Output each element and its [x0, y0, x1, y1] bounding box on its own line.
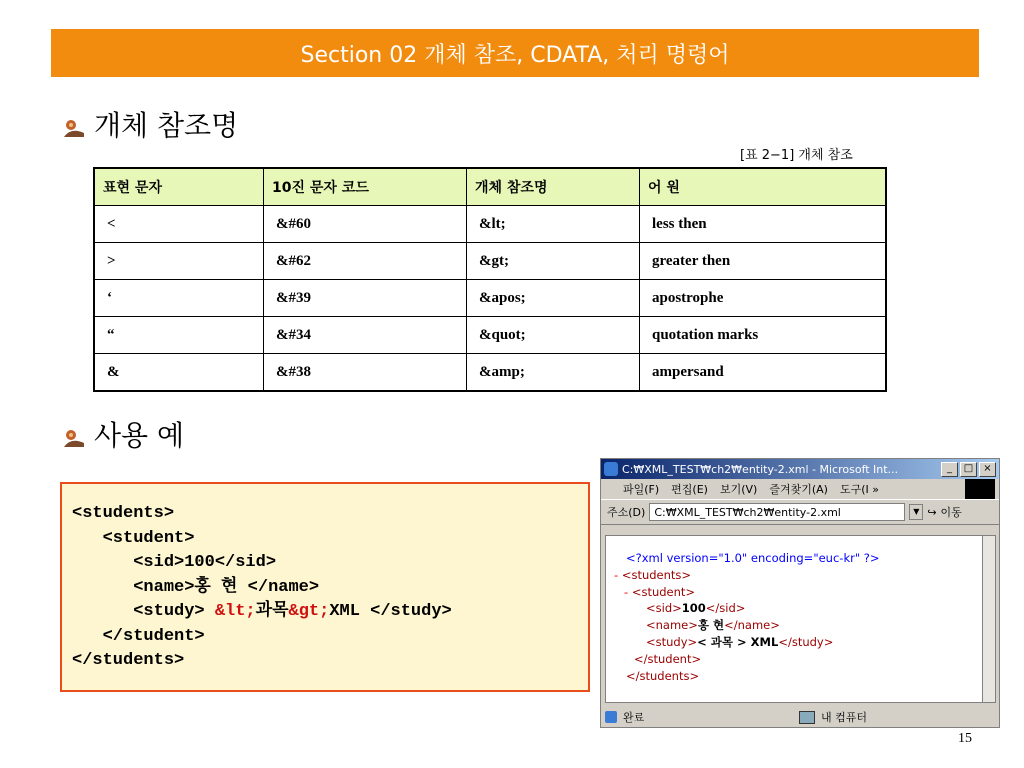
xml-view [605, 535, 985, 703]
cell: &#34 [264, 317, 467, 354]
go-button[interactable]: 이동 [940, 506, 962, 519]
cell: ampersand [640, 354, 887, 392]
browser-window [600, 458, 1000, 728]
code-fragment: 과목 [255, 602, 289, 621]
minimize-button[interactable]: _ [941, 462, 958, 477]
menu-favorites[interactable]: 즐겨찾기(A) [769, 483, 828, 496]
xml-tag: </students> [626, 668, 700, 683]
zone-text: 내 컴퓨터 [821, 711, 868, 724]
table-row [94, 354, 886, 392]
cell: < [94, 206, 264, 243]
browser-title: C:₩XML_TEST₩ch2₩entity-2.xml - Microsoft Int... [622, 462, 899, 476]
xml-tag: </name> [724, 618, 780, 633]
go-arrow-icon[interactable]: ↪ [927, 505, 937, 519]
browser-title-bar [601, 459, 999, 479]
xml-line [646, 634, 984, 651]
xml-tag: </study> [778, 634, 834, 649]
code-fragment: <study> [72, 602, 215, 621]
section-heading-entity-refs [62, 104, 238, 144]
cell: less then [640, 206, 887, 243]
xml-tag: <study> [646, 634, 698, 649]
maximize-button[interactable]: □ [960, 462, 977, 477]
windows-logo-icon [965, 479, 995, 499]
xml-line [626, 668, 984, 685]
status-bar [601, 707, 999, 727]
cell: greater then [640, 243, 887, 280]
entity-table [93, 167, 887, 392]
cell: &lt; [467, 206, 640, 243]
xml-tag: </student> [634, 651, 702, 666]
collapse-toggle[interactable]: - [624, 584, 629, 599]
computer-icon [799, 711, 815, 724]
menu-tools[interactable]: 도구(I » [839, 483, 879, 496]
code-line: <student> [72, 528, 195, 548]
xml-line [634, 651, 984, 668]
status-text: 완료 [623, 711, 645, 724]
cell: &amp; [467, 354, 640, 392]
bullet-icon [62, 113, 88, 135]
heading-text: 개체 참조명 [94, 109, 239, 142]
code-line: </student> [72, 626, 205, 646]
xml-pi: <?xml version="1.0" encoding="euc-kr" ?> [626, 551, 880, 565]
close-button[interactable]: × [979, 462, 996, 477]
address-bar [601, 499, 999, 525]
vertical-scrollbar[interactable] [982, 535, 996, 703]
xml-line [626, 550, 984, 567]
slide-title: Section 02 개체 참조, CDATA, 처리 명령어 [51, 29, 979, 77]
cell: &apos; [467, 280, 640, 317]
code-line [72, 600, 578, 625]
menu-edit[interactable]: 편집(E) [671, 483, 708, 496]
code-fragment: XML </study> [329, 602, 452, 621]
header-code: 10진 문자 코드 [264, 168, 467, 206]
code-line: <sid>100</sid> [72, 553, 277, 572]
menu-bar [601, 479, 999, 499]
xml-line [646, 600, 984, 617]
xml-tag: <name> [646, 618, 698, 633]
cell: &quot; [467, 317, 640, 354]
xml-value: 100 [681, 601, 706, 616]
page-done-icon [605, 711, 617, 723]
xml-value: < 과목 > XML [697, 634, 779, 649]
xml-tag: <sid> [646, 601, 682, 616]
xml-line [614, 567, 984, 584]
page-number: 15 [958, 731, 972, 746]
cell: &#38 [264, 354, 467, 392]
cell: &#60 [264, 206, 467, 243]
xml-tag: <students> [621, 567, 692, 582]
cell: &#39 [264, 280, 467, 317]
xml-tag: <student> [631, 584, 696, 599]
cell: & [94, 354, 264, 392]
code-line: <name>홍 현 </name> [72, 577, 320, 597]
section-heading-usage [62, 414, 184, 454]
code-line: <students> [72, 504, 175, 523]
cell: “ [94, 317, 264, 354]
cell: &gt; [467, 243, 640, 280]
table-row [94, 243, 886, 280]
address-dropdown-icon[interactable]: ▼ [909, 504, 923, 520]
heading-text: 사용 예 [94, 419, 185, 452]
table-row [94, 317, 886, 354]
menu-view[interactable]: 보기(V) [719, 483, 758, 496]
collapse-toggle[interactable]: - [614, 567, 619, 582]
table-row [94, 206, 886, 243]
header-char: 표현 문자 [94, 168, 264, 206]
address-label: 주소(D) [607, 506, 646, 519]
xml-line [646, 617, 984, 634]
cell: > [94, 243, 264, 280]
ie-icon [604, 462, 618, 476]
header-entity: 개체 참조명 [467, 168, 640, 206]
address-input[interactable]: C:₩XML_TEST₩ch2₩entity-2.xml [649, 503, 905, 521]
table-caption: [표 2−1] 개체 참조 [740, 148, 853, 163]
cell: apostrophe [640, 280, 887, 317]
header-origin: 어 원 [640, 168, 887, 206]
bullet-icon [62, 423, 88, 445]
table-header-row [94, 168, 886, 206]
xml-tag: </sid> [705, 601, 746, 616]
code-entity-gt: &gt; [288, 602, 330, 621]
cell: &#62 [264, 243, 467, 280]
code-line: </students> [72, 651, 185, 670]
code-example [60, 482, 590, 692]
code-entity-lt: &lt; [214, 602, 256, 621]
menu-file[interactable]: 파일(F) [623, 483, 660, 496]
xml-value: 홍 현 [697, 618, 725, 633]
table-row [94, 280, 886, 317]
xml-line [624, 584, 984, 601]
cell: ‘ [94, 280, 264, 317]
cell: quotation marks [640, 317, 887, 354]
